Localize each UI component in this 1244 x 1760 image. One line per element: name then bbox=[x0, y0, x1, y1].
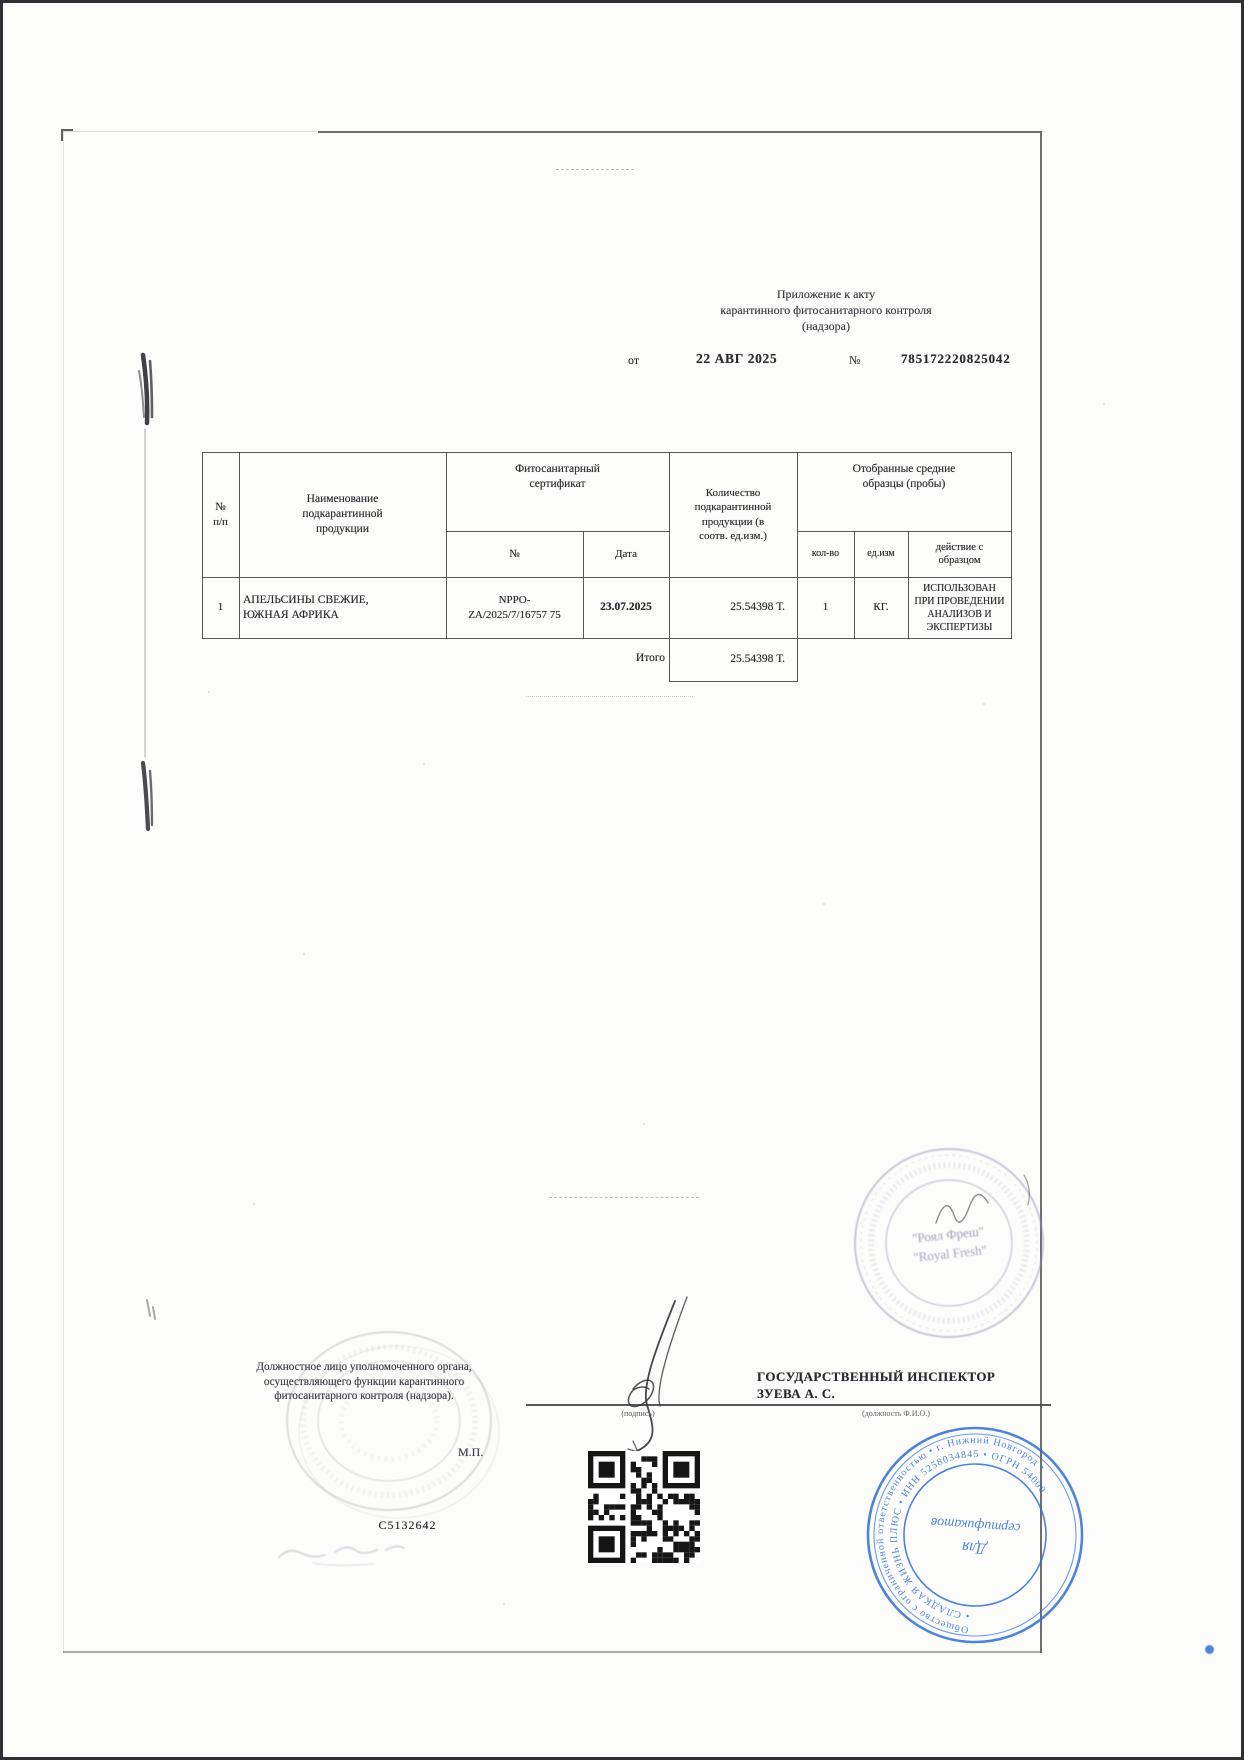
inspector-name: ЗУЕВА А. С. bbox=[757, 1385, 836, 1401]
handwritten-scribble bbox=[273, 1537, 453, 1571]
scan-speck bbox=[903, 483, 905, 485]
mp-mark: М.П. bbox=[458, 1445, 484, 1459]
inspector-block bbox=[757, 1369, 995, 1402]
sheet-border-left-faint bbox=[63, 131, 64, 1653]
scan-speck bbox=[643, 1123, 645, 1125]
appendix-header bbox=[626, 286, 1026, 334]
table-line bbox=[1011, 452, 1012, 639]
qr-code bbox=[588, 1451, 700, 1563]
row-action: ИСПОЛЬЗОВАН ПРИ ПРОВЕДЕНИИ АНАЛИЗОВ И ЭКСПЕРТИЗЫ bbox=[914, 583, 1005, 633]
scan-artifact-left-marks bbox=[127, 345, 177, 1345]
row-qty: 25.54398 Т. bbox=[730, 601, 785, 614]
royal-fresh-line1: "Роял Фреш" bbox=[911, 1223, 985, 1246]
blue-stamp-ring-outer: Общество с ограниченной ответственностью • г. Нижний Новгород • bbox=[874, 1434, 1048, 1635]
row-cert-no: NPPO- ZA/2025/7/16757 75 bbox=[468, 594, 561, 621]
scan-artifact-dotted-row bbox=[526, 696, 693, 697]
row-sample-unit: КГ. bbox=[873, 601, 889, 614]
scan-artifact-top-dashes bbox=[556, 169, 634, 170]
signature-caption: (подпись) bbox=[621, 1409, 655, 1418]
scan-artifact-dash-line bbox=[549, 1197, 699, 1198]
col-header-num: № п/п bbox=[213, 501, 228, 528]
blue-cert-stamp bbox=[853, 1413, 1097, 1657]
number-label: № bbox=[849, 353, 861, 367]
table-line bbox=[202, 638, 1012, 639]
signature-stroke bbox=[563, 1293, 723, 1463]
appendix-header-line2: карантинного фитосанитарного контроля bbox=[720, 303, 932, 317]
scan-speck bbox=[253, 1203, 255, 1205]
total-value: 25.54398 Т. bbox=[730, 653, 785, 666]
appendix-header-line1: Приложение к акту bbox=[776, 287, 876, 301]
subcol-unit: ед.изм bbox=[867, 547, 895, 559]
scan-speck bbox=[983, 703, 985, 705]
royal-fresh-line2: "Royal Fresh" bbox=[912, 1242, 988, 1265]
blue-stamp-center-line1: Для bbox=[961, 1538, 987, 1557]
col-header-product: Наименование подкарантинной продукции bbox=[302, 493, 383, 535]
appendix-header-line3: (надзора) bbox=[802, 319, 850, 333]
col-header-qty: Количество подкарантинной продукции (в соотв. ед.изм.) bbox=[694, 487, 772, 542]
blue-stamp-center-line2: сертификатов bbox=[930, 1513, 1021, 1536]
sheet-border-top-faint bbox=[63, 131, 318, 132]
document-number: 785172220825042 bbox=[901, 351, 1011, 366]
scan-speck bbox=[1103, 403, 1105, 405]
blue-ink-dot bbox=[1205, 1645, 1214, 1654]
scan-speck bbox=[208, 691, 210, 693]
row-cert-date: 23.07.2025 bbox=[600, 601, 652, 614]
row-product: АПЕЛЬСИНЫ СВЕЖИЕ, ЮЖНАЯ АФРИКА bbox=[243, 593, 369, 621]
official-capacity-text: Должностное лицо уполномоченного органа, осуществляющего функции карантинного фитосанитарного контроля (надзора). bbox=[256, 1361, 472, 1402]
pen-marks-over-stamp bbox=[928, 1161, 1058, 1261]
scan-speck bbox=[423, 763, 425, 765]
scan-speck bbox=[823, 903, 825, 905]
from-label: от bbox=[628, 353, 640, 367]
scan-speck bbox=[503, 1603, 505, 1605]
blue-stamp-ring-inner: • СЛАДКАЯ ЖИЗНЬ ПЛЮС • ИНН 5258034845 • ОГРН 54000 bbox=[888, 1448, 1049, 1621]
mp-round-stamp bbox=[275, 1321, 505, 1521]
sheet-corner-tick bbox=[61, 129, 73, 141]
total-label: Итого bbox=[635, 652, 665, 664]
table-line bbox=[669, 681, 798, 682]
scan-speck bbox=[303, 953, 305, 955]
date-stamp: 22 АВГ 2025 bbox=[696, 351, 778, 366]
subcol-action: действие с образцом bbox=[935, 541, 984, 566]
subcol-count: кол-во bbox=[811, 547, 840, 559]
position-caption: (должность Ф.И.О.) bbox=[862, 1409, 930, 1418]
subcol-cert-date: Дата bbox=[615, 547, 637, 560]
stamp-code: С5132642 bbox=[378, 1518, 437, 1532]
row-sample-count: 1 bbox=[822, 601, 829, 614]
inspector-title: ГОСУДАРСТВЕННЫЙ ИНСПЕКТОР bbox=[757, 1369, 996, 1384]
col-header-samples: Отобранные средние образцы (пробы) bbox=[852, 463, 956, 490]
row-num: 1 bbox=[217, 601, 224, 614]
col-header-cert: Фитосанитарный сертификат bbox=[515, 463, 600, 490]
sheet-border-top bbox=[318, 131, 1040, 133]
subcol-cert-no: № bbox=[509, 547, 520, 560]
